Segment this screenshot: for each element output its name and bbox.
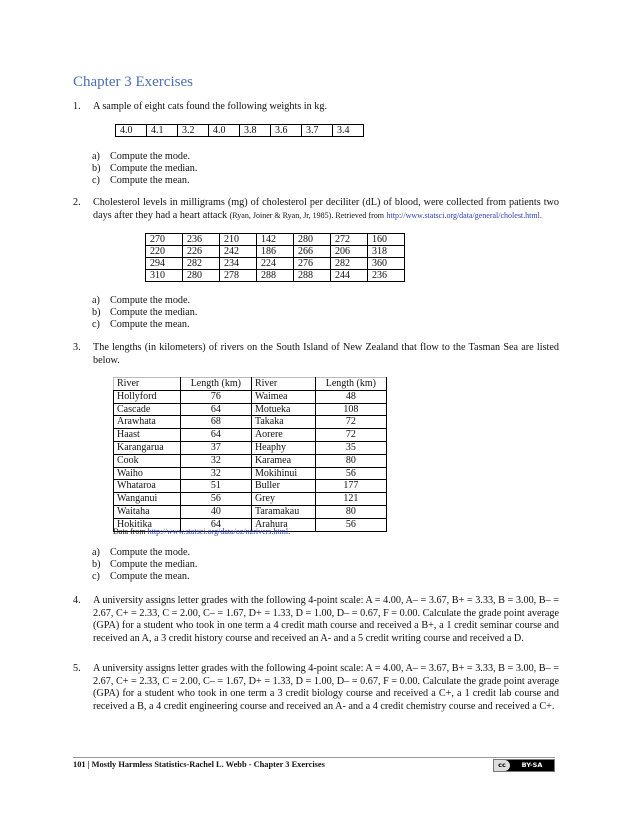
table-cell: 288 xyxy=(294,270,331,282)
part-letter: a) xyxy=(92,295,100,306)
table-cell: 40 xyxy=(180,505,251,518)
part-text: Compute the mean. xyxy=(110,571,190,583)
table-row xyxy=(114,390,387,403)
list-item xyxy=(92,571,197,583)
part-text: Compute the median. xyxy=(110,559,198,571)
table-cell: Waitaha xyxy=(114,505,181,518)
question-number: 2. xyxy=(73,197,81,208)
table-cell: Karamea xyxy=(251,454,315,467)
table-cell: 80 xyxy=(315,454,386,467)
question-number: 3. xyxy=(73,342,81,353)
list-item xyxy=(92,547,197,559)
cholesterol-table xyxy=(145,233,405,282)
table-cell: 108 xyxy=(315,403,386,416)
column-header: River xyxy=(251,378,315,391)
rivers-data-source: Data from http://www.statsci.org/data/oz/nzrivers.html. xyxy=(113,527,291,536)
part-letter: c) xyxy=(92,175,100,187)
table-cell: 280 xyxy=(183,270,220,282)
rivers-table xyxy=(113,377,387,532)
table-cell: 272 xyxy=(331,234,368,246)
table-cell: 4.1 xyxy=(147,125,178,137)
list-item xyxy=(92,295,197,307)
part-letter: a) xyxy=(92,547,100,558)
table-cell: 72 xyxy=(315,429,386,442)
chapter-title: Chapter 3 Exercises xyxy=(73,74,193,90)
table-cell: Cascade xyxy=(114,403,181,416)
column-header: Length (km) xyxy=(315,378,386,391)
table-row xyxy=(114,505,387,518)
cat-weights-table xyxy=(115,124,364,137)
part-text: Compute the median. xyxy=(110,163,198,175)
table-cell: Mokihinui xyxy=(251,467,315,480)
table-cell: 266 xyxy=(294,246,331,258)
part-text: Compute the mean. xyxy=(110,175,190,187)
table-cell: 276 xyxy=(294,258,331,270)
part-text: Compute the median. xyxy=(110,307,198,319)
table-cell: 294 xyxy=(146,258,183,270)
table-cell: Karangarua xyxy=(114,441,181,454)
table-cell: 278 xyxy=(220,270,257,282)
table-row xyxy=(146,234,405,246)
part-letter: c) xyxy=(92,319,100,331)
question-text-main: Cholesterol levels in milligrams (mg) of cholesterol per deciliter (dL) of blood, were collected from patients two days after they had a heart attack xyxy=(93,197,559,221)
table-row xyxy=(114,441,387,454)
table-cell: 160 xyxy=(368,234,405,246)
table-row xyxy=(114,403,387,416)
table-cell: Waimea xyxy=(251,390,315,403)
table-cell: 282 xyxy=(331,258,368,270)
table-cell: 72 xyxy=(315,416,386,429)
table-cell: Aorere xyxy=(251,429,315,442)
table-cell: 236 xyxy=(368,270,405,282)
question-number: 4. xyxy=(73,595,81,606)
table-cell: 3.2 xyxy=(178,125,209,137)
table-cell: Haast xyxy=(114,429,181,442)
table-cell: 186 xyxy=(257,246,294,258)
rivers-data-link[interactable]: http://www.statsci.org/data/oz/nzrivers.html xyxy=(147,527,289,536)
part-letter: b) xyxy=(92,307,101,319)
question-text: A university assigns letter grades with the following 4-point scale: A = 4.00, A– = 3.67, B+ = 3.33, B = 3.00, B– = 2.67, C+ = 2.33, C = 2.00, C– = 1.67, D+ = 1.33, D = 1.00, D– = 0.67, F = 0.00. Calculate the grade point average (GPA) for a student who took in one term a 4 credit math course and received a B+, a 1 credit seminar course and received an A, a 3 credit history course and received an A- and a 5 credit writing course and received a D. xyxy=(93,595,559,644)
table-row xyxy=(116,125,364,137)
table-cell: Waiho xyxy=(114,467,181,480)
table-cell: 68 xyxy=(180,416,251,429)
table-cell: 64 xyxy=(180,429,251,442)
question-number: 1. xyxy=(73,101,81,112)
table-cell: 76 xyxy=(180,390,251,403)
table-row xyxy=(146,270,405,282)
table-cell: 360 xyxy=(368,258,405,270)
question-text: Cholesterol levels in milligrams (mg) of cholesterol per deciliter (dL) of blood, were collected from patients two days after they had a heart attack (Ryan, Joiner & Ryan, Jr, 1985). Retrieved from http://www.statsci.org/data/general/cholest.html. xyxy=(93,197,559,221)
table-row xyxy=(114,429,387,442)
table-row xyxy=(114,493,387,506)
column-header: Length (km) xyxy=(180,378,251,391)
table-cell: 236 xyxy=(183,234,220,246)
table-cell: 282 xyxy=(183,258,220,270)
table-cell: Arawhata xyxy=(114,416,181,429)
table-cell: Arahura xyxy=(251,518,315,531)
question-text: A university assigns letter grades with the following 4-point scale: A = 4.00, A– = 3.67, B+ = 3.33, B = 3.00, B– = 2.67, C+ = 2.33, C = 2.00, C– = 1.67, D+ = 1.33, D = 1.00, D– = 0.67, F = 0.00. Calculate the grade point average (GPA) for a student who took in one term a 3 credit biology course and received a C+, a 1 credit lab course and received a B, a 4 credit engineering course and received an A- and a 4 credit chemistry course and received a C+. xyxy=(93,663,559,712)
table-cell: 35 xyxy=(315,441,386,454)
part-text: Compute the mean. xyxy=(110,319,190,331)
cc-icon: cc xyxy=(494,760,510,771)
table-cell: 177 xyxy=(315,480,386,493)
question-text: The lengths (in kilometers) of rivers on the South Island of New Zealand that flow to the Tasman Sea are listed below. xyxy=(93,342,559,366)
table-row xyxy=(146,246,405,258)
table-cell: Grey xyxy=(251,493,315,506)
table-cell: 310 xyxy=(146,270,183,282)
list-item xyxy=(92,307,197,319)
page-footer xyxy=(73,757,555,769)
list-item xyxy=(92,163,197,175)
list-item xyxy=(92,319,197,331)
part-text: Compute the mode. xyxy=(110,547,191,558)
table-row xyxy=(114,480,387,493)
table-cell: 4.0 xyxy=(209,125,240,137)
table-cell: 242 xyxy=(220,246,257,258)
list-item xyxy=(92,151,197,163)
table-cell: 226 xyxy=(183,246,220,258)
table-row xyxy=(114,416,387,429)
table-cell: 244 xyxy=(331,270,368,282)
cholesterol-data-link[interactable]: http://www.statsci.org/data/general/cholest.html xyxy=(386,210,540,220)
part-letter: b) xyxy=(92,163,101,175)
table-cell: 51 xyxy=(180,480,251,493)
table-cell: 210 xyxy=(220,234,257,246)
table-header-row xyxy=(114,378,387,391)
list-item xyxy=(92,175,197,187)
table-cell: Hollyford xyxy=(114,390,181,403)
table-cell: 280 xyxy=(294,234,331,246)
table-cell: 3.7 xyxy=(302,125,333,137)
table-cell: Motueka xyxy=(251,403,315,416)
table-cell: 318 xyxy=(368,246,405,258)
table-cell: 4.0 xyxy=(116,125,147,137)
table-cell: Buller xyxy=(251,480,315,493)
table-cell: 121 xyxy=(315,493,386,506)
table-row xyxy=(114,454,387,467)
table-cell: Heaphy xyxy=(251,441,315,454)
table-cell: 56 xyxy=(180,493,251,506)
question-2-parts xyxy=(92,295,197,332)
part-text: Compute the mode. xyxy=(110,151,191,162)
table-cell: 32 xyxy=(180,467,251,480)
table-cell: Whataroa xyxy=(114,480,181,493)
cc-license-badge[interactable] xyxy=(493,759,555,772)
footer-text: 101 | Mostly Harmless Statistics-Rachel L. Webb - Chapter 3 Exercises xyxy=(73,760,325,769)
table-cell: 206 xyxy=(331,246,368,258)
table-cell: 48 xyxy=(315,390,386,403)
table-cell: 64 xyxy=(180,403,251,416)
question-number: 5. xyxy=(73,663,81,674)
table-cell: Wanganui xyxy=(114,493,181,506)
table-cell: Taramakau xyxy=(251,505,315,518)
table-cell: 3.8 xyxy=(240,125,271,137)
table-cell: 288 xyxy=(257,270,294,282)
data-from-label: Data from xyxy=(113,527,146,536)
table-cell: 224 xyxy=(257,258,294,270)
question-1-parts xyxy=(92,151,197,188)
table-row xyxy=(114,467,387,480)
question-text: A sample of eight cats found the following weights in kg. xyxy=(93,101,327,112)
question-3-parts xyxy=(92,547,197,584)
part-text: Compute the mode. xyxy=(110,295,191,306)
table-cell: Cook xyxy=(114,454,181,467)
table-cell: 234 xyxy=(220,258,257,270)
part-letter: b) xyxy=(92,559,101,571)
part-letter: c) xyxy=(92,571,100,583)
table-cell: 3.6 xyxy=(271,125,302,137)
table-cell: 56 xyxy=(315,518,386,531)
column-header: River xyxy=(114,378,181,391)
table-cell: 32 xyxy=(180,454,251,467)
part-letter: a) xyxy=(92,151,100,162)
table-cell: 80 xyxy=(315,505,386,518)
table-cell: 220 xyxy=(146,246,183,258)
table-cell: 270 xyxy=(146,234,183,246)
table-cell: 142 xyxy=(257,234,294,246)
table-cell: Hokitika xyxy=(114,518,181,531)
table-cell: 64 xyxy=(180,518,251,531)
table-cell: 37 xyxy=(180,441,251,454)
table-cell: 3.4 xyxy=(333,125,364,137)
citation: (Ryan, Joiner & Ryan, Jr, 1985). Retrieved from xyxy=(229,210,384,220)
table-cell: Takaka xyxy=(251,416,315,429)
list-item xyxy=(92,559,197,571)
license-label: BY-SA xyxy=(521,761,543,769)
table-cell: 56 xyxy=(315,467,386,480)
table-row xyxy=(146,258,405,270)
